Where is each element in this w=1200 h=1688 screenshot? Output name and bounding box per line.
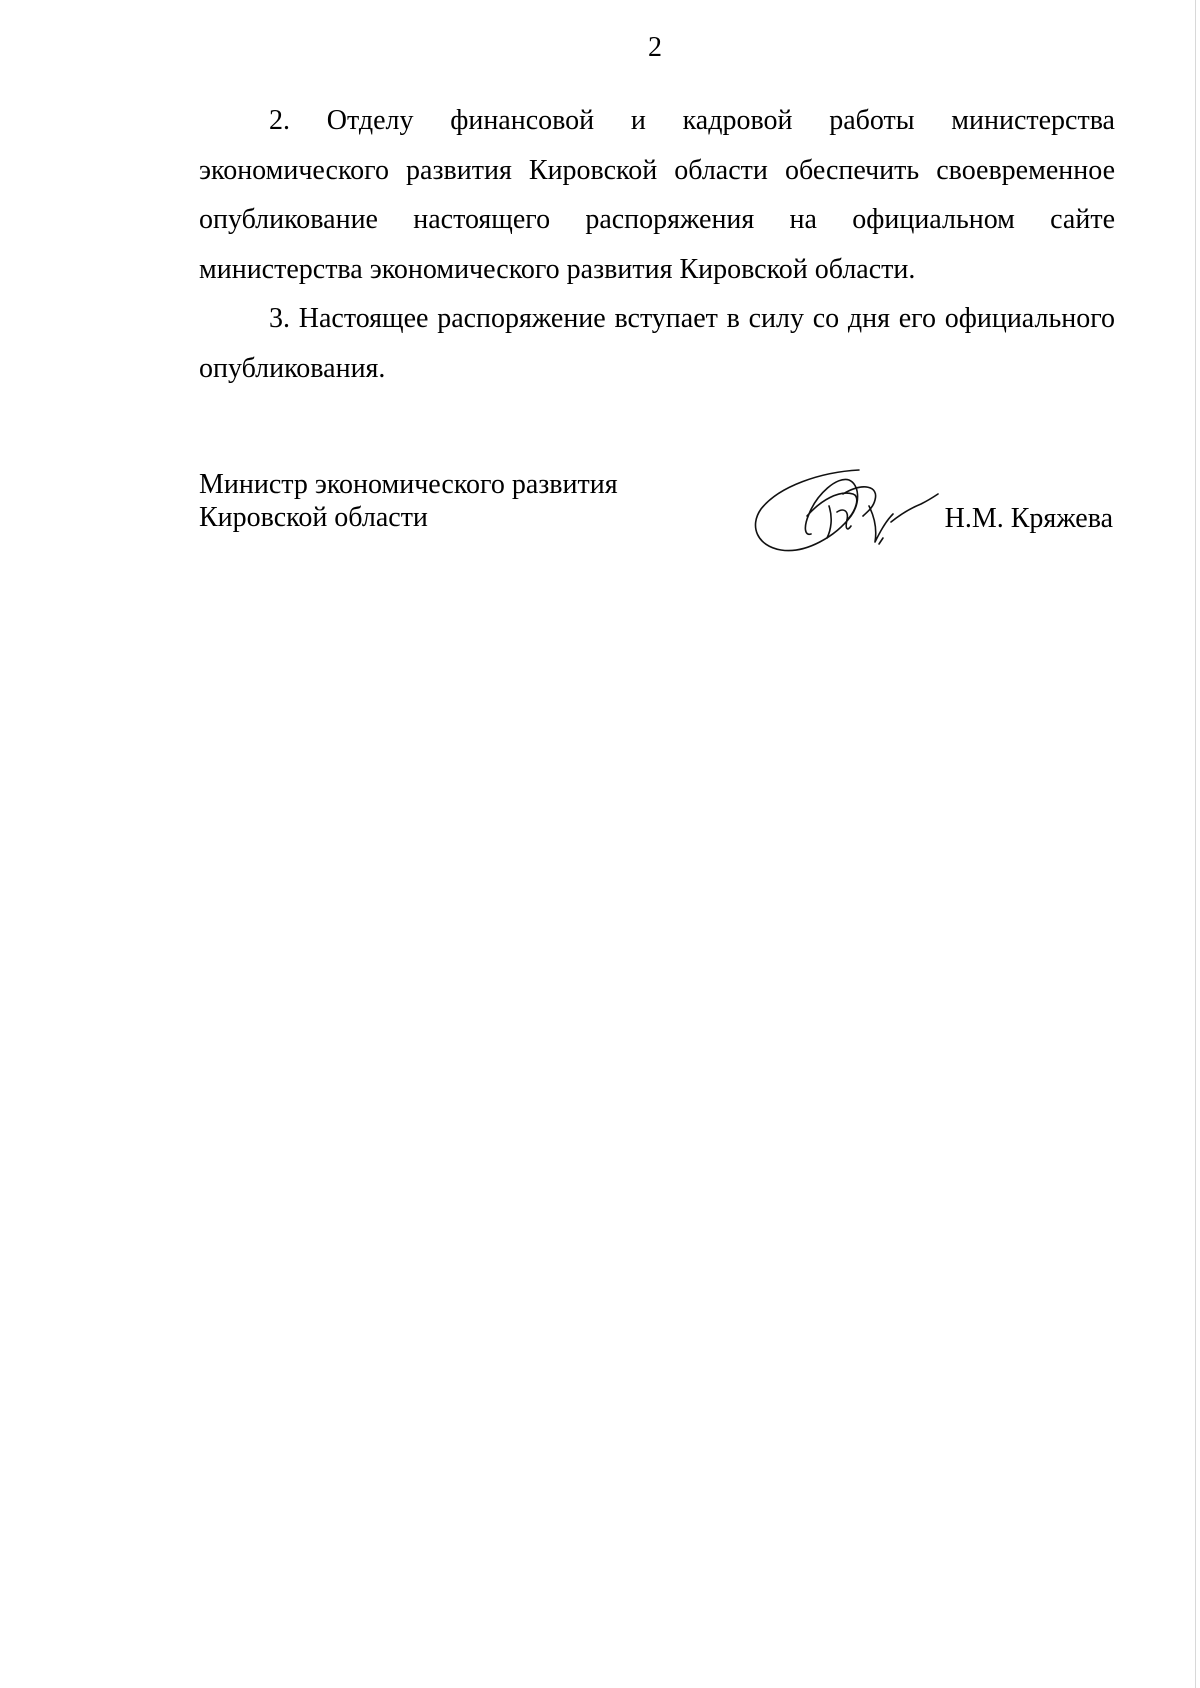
paragraph-3: 3. Настоящее распоряжение вступает в силу со дня его официального опубликования. [199, 303, 1115, 384]
signer-position [199, 468, 618, 534]
document-body [199, 96, 1115, 393]
page-number: 2 [648, 32, 662, 63]
handwritten-signature [751, 464, 941, 564]
signer-position-line-2: Кировской области [199, 502, 428, 533]
signer-name: Н.М. Кряжева [944, 503, 1113, 534]
page-edge-line [1195, 0, 1196, 1688]
paragraph-2: 2. Отделу финансовой и кадровой работы министерства экономического развития Кировской области обеспечить своевременное опубликование настоящего распоряжения на официальном сайте министерства экономического развития Кировской области. [199, 105, 1115, 285]
signature-block [199, 468, 1115, 588]
signer-position-line-1: Министр экономического развития [199, 469, 618, 500]
